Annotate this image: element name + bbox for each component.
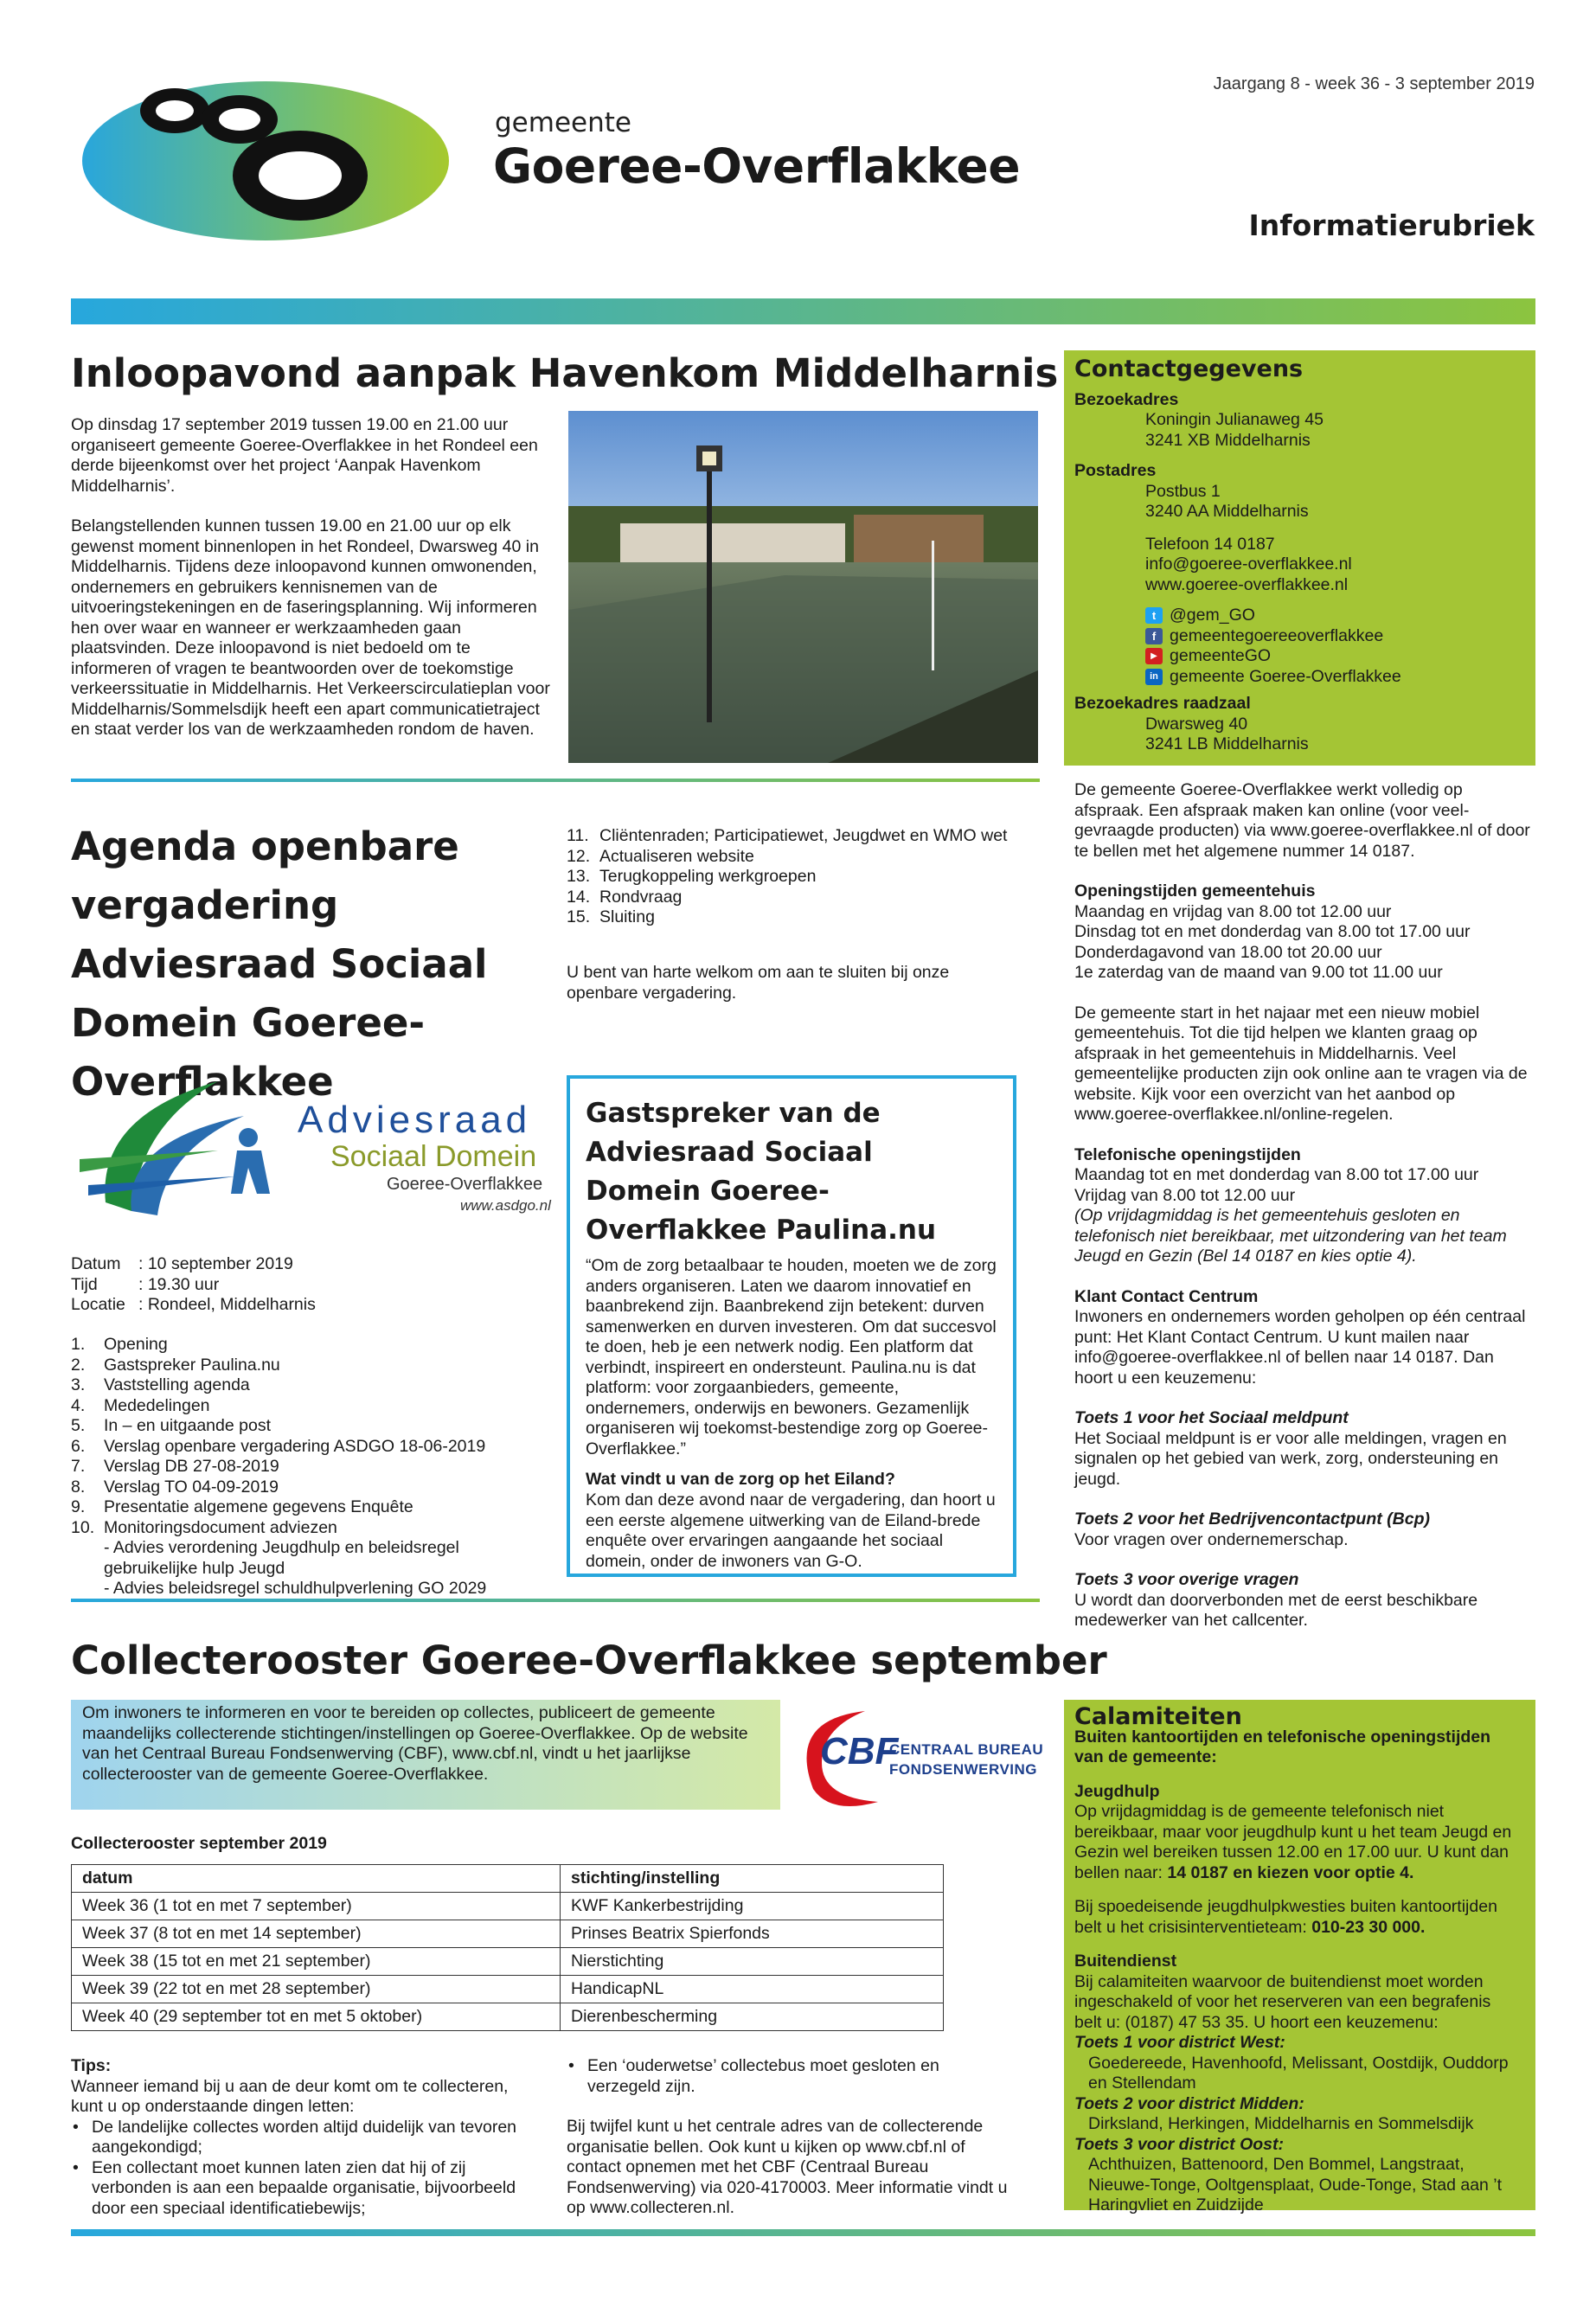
contact-panel (1064, 350, 1535, 766)
calamiteiten-panel (1064, 1700, 1535, 2214)
calamiteiten-inner (1074, 1703, 1522, 2216)
inloop-paragraph-2: Belangstellenden kunnen tussen 19.00 en 21.00 uur op elk gewenst moment binnenlopen in het Rondeel, Dwarsweg 40 in Middelharnis. Tijdens deze inloopavond kunnen omwonenden, ondernemers en gebruikers kennisnemen van de uitvoeringstekeningen en de faseringsplanning. Wij informeren hen over waar en wanneer er werkzaamheden gaan plaatsvinden. Deze inloopavond is niet bedoeld om te informeren of vragen te beantwoorden over de toekomstige verkeerssituatie in Middelharnis. Het Verkeerscirculatieplan voor Middelharnis/Sommelsdijk heeft een apart communicatietraject en staat verder los van de werkzaamheden rondom de haven. (71, 516, 550, 739)
agenda-item (71, 1518, 590, 1599)
meta-value: : 10 september 2019 (138, 1254, 293, 1273)
district-oost-title: Toets 3 voor district Oost: (1074, 2134, 1284, 2154)
gastspreker-question-text: Kom dan deze avond naar de vergadering, dan hoort u een eerste algemene uitwerking van de Eiland-brede enquête over ervaringen aangaande het sociaal domein, onder de inwoners van G-O. (586, 1490, 996, 1571)
jeugdhulp-number: 14 0187 en kiezen voor optie 4 (1167, 1862, 1409, 1882)
logo-graphic (71, 76, 452, 245)
agenda-text: Gastspreker Paulina.nu (104, 1355, 280, 1375)
meta-row (71, 1275, 555, 1296)
agenda-item (567, 907, 1025, 928)
agenda-num: 8. (71, 1477, 86, 1497)
brand-small: gemeente (495, 107, 631, 138)
contact-inner (1074, 356, 1524, 755)
agenda-text: Verslag openbare vergadering ASDGO 18-06-2019 (104, 1436, 486, 1456)
table-row (72, 1976, 944, 2003)
header-band (71, 298, 1535, 324)
table-cell-org: HandicapNL (561, 1976, 944, 2003)
table-cell-org: Dierenbescherming (561, 2003, 944, 2031)
collecte-intro-box (71, 1700, 780, 1810)
social-row[interactable] (1145, 667, 1524, 688)
agenda-text: Opening (104, 1335, 168, 1354)
agenda-item (567, 826, 1025, 847)
gastspreker-title: Gastspreker van de Adviesraad Sociaal Domein Goeree-Overflakkee Paulina.nu (586, 1098, 937, 1246)
table-cell-date: Week 39 (22 tot en met 28 september) (72, 1976, 561, 2003)
openingstijden-text: Maandag en vrijdag van 8.00 tot 12.00 uur Dinsdag tot en met donderdag van 8.00 tot 17.00 uur Donderdagavond van 18.00 tot 20.00 uur 1e zaterdag van de maand van 9.00 tot 11.00 uur (1074, 901, 1471, 982)
table-row (72, 1948, 944, 1976)
agenda-num: 1. (71, 1335, 86, 1354)
collecte-table-title: Collecterooster september 2019 (71, 1834, 327, 1853)
agenda-num: 9. (71, 1497, 86, 1516)
tips-doubt: Bij twijfel kunt u het centrale adres van de collecterende organisatie bellen. Ook kunt u kijken op www.cbf.nl of contact opnemen met het CBF (Centraal Bureau Fondsenwerving) via 020-4170003. Meer informatie vindt u op www.collecteren.nl. (567, 2117, 1008, 2217)
tel-title: Telefonische openingstijden (1074, 1144, 1301, 1164)
divider-inloop (71, 779, 1040, 782)
agenda-num: 7. (71, 1457, 86, 1476)
agenda-item (71, 1477, 590, 1498)
collecte-tips-left (71, 2056, 521, 2219)
cbf-line1: CENTRAAL BUREAU (889, 1741, 1044, 1758)
social-list (1074, 606, 1524, 687)
social-row[interactable] (1145, 646, 1524, 667)
contact-title: Contactgegevens (1074, 356, 1304, 382)
agenda-item (71, 1335, 590, 1356)
table-row (72, 1893, 944, 1920)
harbour-photo-graphic (568, 411, 1038, 763)
agenda-title: Agenda openbare vergadering Adviesraad Sociaal Domein Goeree-Overflakkee (71, 824, 488, 1105)
toets1-title: Toets 1 voor het Sociaal meldpunt (1074, 1408, 1349, 1427)
meta-row (71, 1254, 555, 1275)
meta-value: : 19.30 uur (138, 1274, 220, 1294)
tips-list-left (71, 2118, 521, 2220)
cbf-line2: FONDSENWERVING (889, 1761, 1038, 1778)
table-cell-org: KWF Kankerbestrijding (561, 1893, 944, 1920)
toets2-text: Voor vragen over ondernemerschap. (1074, 1529, 1349, 1549)
jeugdhulp-body: Op vrijdagmiddag is de gemeente telefonisch niet bereikbaar, maar voor jeugdhulp kunt u het team Jeugd en Gezin wel bereiken tussen 12.00 en 17.00 uur. U kunt dan bellen naar: (1074, 1802, 1512, 1882)
agenda-welcome: U bent van harte welkom om aan te sluiten bij onze openbare vergadering. (567, 963, 950, 1003)
agenda-num: 13. (567, 867, 591, 886)
tip-item: • Een collectant moet kunnen laten zien dat hij of zij verbonden is aan een bepaalde organisatie, bijvoorbeeld door een speciaal identificatiebewijs; (71, 2158, 521, 2220)
agenda-text: Vaststelling agenda (104, 1375, 250, 1394)
toets1-text: Het Sociaal meldpunt is er voor alle meldingen, vragen en signalen op het gebied van werk, zorg, ondersteuning en jeugd. (1074, 1428, 1507, 1489)
brand-large: Goeree-Overflakkee (493, 138, 1020, 194)
spoed-number: 010-23 30 000 (1311, 1917, 1420, 1937)
youtube-icon: ▶ (1145, 648, 1163, 664)
agenda-num: 14. (567, 887, 591, 907)
municipality-logo (71, 76, 452, 245)
spoed-period: . (1420, 1917, 1426, 1937)
table-cell-org: Prinses Beatrix Spierfonds (561, 1920, 944, 1948)
visit-address: Koningin Julianaweg 45 3241 XB Middelharnis (1145, 410, 1324, 450)
agenda-list-right (567, 826, 1025, 928)
kcc-text: Inwoners en ondernemers worden geholpen op één centraal punt: Het Klant Contact Centrum. U kunt mailen naar info@goeree-overflakkee.nl of bellen naar 14 0187. Dan hoort u een keuzemenu: (1074, 1307, 1526, 1388)
tip-item: • De landelijke collectes worden altijd duidelijk van tevoren aangekondigd; (71, 2118, 521, 2158)
meta-label: Tijd (71, 1274, 98, 1294)
agenda-num: 6. (71, 1436, 86, 1456)
asdgo-logo-line1: Adviesraad (298, 1099, 532, 1141)
spoed-text (1074, 1897, 1522, 1938)
agenda-num: 4. (71, 1395, 86, 1415)
raad-label: Bezoekadres raadzaal (1074, 694, 1251, 713)
mobiel-text: De gemeente start in het najaar met een nieuw mobiel gemeentehuis. Tot die tijd helpen we klanten graag op afspraak in het gemeentehuis in Middelharnis. Veel gemeentelijke producten zijn ook online aan te vragen via de website. Kijk voor een overzicht van het aanbod op www.goeree-overflakkee.nl/online-regelen. (1074, 1003, 1528, 1124)
agenda-item (567, 888, 1025, 908)
facebook-icon: f (1145, 628, 1163, 644)
social-text: gemeenteGO (1170, 646, 1272, 665)
asdgo-logo (71, 1064, 555, 1233)
inloop-title: Inloopavond aanpak Havenkom Middelharnis (71, 350, 1059, 396)
table-cell-date: Week 38 (15 tot en met 21 september) (72, 1948, 561, 1976)
toets3-title: Toets 3 voor overige vragen (1074, 1570, 1299, 1589)
agenda-text: Sluiting (599, 907, 655, 926)
footer-band (71, 2229, 1535, 2236)
agenda-text: Cliëntenraden; Participatiewet, Jeugdwet en WMO wet (599, 826, 1008, 845)
agenda-item (71, 1356, 590, 1376)
agenda-text: Mededelingen (104, 1395, 210, 1415)
table-cell-date: Week 40 (29 september tot en met 5 oktober) (72, 2003, 561, 2031)
divider-agenda (71, 1599, 1040, 1602)
raad-address: Dwarsweg 40 3241 LB Middelharnis (1145, 714, 1309, 753)
agenda-num: 3. (71, 1375, 86, 1394)
inloop-paragraph-1: Op dinsdag 17 september 2019 tussen 19.00 en 21.00 uur organiseert gemeente Goeree-Overflakkee in het Rondeel een derde bijeenkomst over het project ‘Aanpak Havenkom Middelharnis’. (71, 415, 538, 496)
meta-label: Datum (71, 1254, 121, 1273)
social-row[interactable] (1145, 606, 1524, 626)
post-address: Postbus 1 3240 AA Middelharnis (1145, 481, 1309, 521)
agenda-item (71, 1416, 590, 1437)
agenda-num: 11. (567, 826, 589, 845)
buitendienst-title: Buitendienst (1074, 1952, 1177, 1971)
district-west-text: Goedereede, Havenhoofd, Melissant, Oostdijk, Ouddorp en Stellendam (1088, 2053, 1509, 2093)
agenda-item (567, 867, 1025, 888)
collecte-tips-right (567, 2056, 1016, 2219)
post-label: Postadres (1074, 461, 1157, 480)
social-text: @gem_GO (1170, 606, 1255, 625)
agenda-text: Presentatie algemene gegevens Enquête (104, 1497, 413, 1516)
spoed-body: Bij spoedeisende jeugdhulpkwesties buiten kantoortijden belt u het crisisinterventieteam: (1074, 1897, 1497, 1937)
social-row[interactable] (1145, 626, 1524, 647)
social-text: gemeente Goeree-Overflakkee (1170, 666, 1401, 686)
agenda-text: Rondvraag (599, 887, 683, 907)
info-column (1074, 780, 1533, 1631)
inloop-text (71, 415, 555, 740)
table-cell-org: Nierstichting (561, 1948, 944, 1976)
collecte-table (71, 1864, 944, 2031)
visit-label: Bezoekadres (1074, 389, 1179, 409)
agenda-num: 2. (71, 1355, 86, 1375)
tips-intro: Wanneer iemand bij u aan de deur komt om te collecteren, kunt u op onderstaande dingen letten: (71, 2076, 509, 2116)
collecte-intro: Om inwoners te informeren en voor te bereiden op collectes, publiceert de gemeente maandelijks collecterende stichtingen/instellingen op Goeree-Overflakkee. Op de website van het Centraal Bureau Fondsenwerving (CBF), www.cbf.nl, vindt u het jaarlijkse collecterooster van de gemeente Goeree-Overflakkee. (82, 1703, 748, 1784)
calamiteiten-title: Calamiteiten (1074, 1703, 1242, 1730)
openingstijden-title: Openingstijden gemeentehuis (1074, 881, 1316, 901)
agenda-item (71, 1457, 590, 1477)
contact-phone-web: Telefoon 14 0187 info@goeree-overflakkee.nl www.goeree-overflakkee.nl (1145, 534, 1352, 594)
agenda-meta (71, 1254, 555, 1316)
table-header-stichting: stichting/instelling (561, 1865, 944, 1893)
meta-value: : Rondeel, Middelharnis (138, 1295, 316, 1314)
asdgo-logo-line2: Sociaal Domein (330, 1140, 537, 1173)
meta-row (71, 1295, 555, 1316)
tips-list-right (567, 2056, 1016, 2097)
agenda-num: 10. (71, 1517, 95, 1537)
district-oost-text: Achthuizen, Battenoord, Den Bommel, Langstraat, Nieuwe-Tonge, Ooltgensplaat, Oude-Tonge, Stad aan ’t Haringvliet en Zuidzijde (1088, 2155, 1503, 2214)
asdgo-logo-line4: www.asdgo.nl (460, 1197, 551, 1214)
twitter-icon: t (1145, 607, 1163, 624)
agenda-text: In – en uitgaande post (104, 1416, 271, 1435)
agenda-text: Actualiseren website (599, 846, 754, 866)
agenda-num: 12. (567, 846, 591, 866)
asdgo-logo-graphic (71, 1064, 296, 1228)
table-header-datum: datum (72, 1865, 561, 1893)
gastspreker-question-title: Wat vindt u van de zorg op het Eiland? (586, 1470, 895, 1489)
table-row (72, 2003, 944, 2031)
kcc-title: Klant Contact Centrum (1074, 1286, 1259, 1306)
calamiteiten-subtitle: Buiten kantoortijden en telefonische openingstijden van de gemeente: (1074, 1727, 1491, 1766)
linkedin-icon: in (1145, 669, 1163, 685)
agenda-num: 15. (567, 907, 591, 926)
agenda-item (567, 847, 1025, 868)
table-header-row (72, 1865, 944, 1893)
asdgo-logo-line3: Goeree-Overflakkee (387, 1175, 543, 1194)
afspraak-text: De gemeente Goeree-Overflakkee werkt volledig op afspraak. Een afspraak maken kan online (voor veel-gevraagde producten) via www.goeree-overflakkee.nl of door te bellen met het algemene nummer 14 0187. (1074, 780, 1530, 861)
toets3-text: U wordt dan doorverbonden met de eerst beschikbare medewerker van het callcenter. (1074, 1590, 1478, 1630)
agenda-text: Terugkoppeling werkgroepen (599, 867, 817, 886)
table-cell-date: Week 36 (1 tot en met 7 september) (72, 1893, 561, 1920)
agenda-item (71, 1396, 590, 1417)
tips-title: Tips: (71, 2056, 112, 2075)
jeugdhulp-text (1074, 1802, 1522, 1883)
agenda-text: Verslag DB 27-08-2019 (104, 1457, 279, 1476)
district-west-title: Toets 1 voor district West: (1074, 2033, 1285, 2052)
harbour-photo (568, 411, 1038, 763)
gastspreker-box (567, 1075, 1016, 1577)
agenda-item (71, 1437, 590, 1458)
agenda-text: Verslag TO 04-09-2019 (104, 1477, 279, 1497)
tel-text: Maandag tot en met donderdag van 8.00 tot 17.00 uur Vrijdag van 8.00 tot 12.00 uur (1074, 1165, 1479, 1205)
issue-line: Jaargang 8 - week 36 - 3 september 2019 (1213, 74, 1535, 93)
table-row (72, 1920, 944, 1948)
collecte-title: Collecterooster Goeree-Overflakkee september (71, 1638, 1107, 1683)
social-text: gemeentegoereeoverflakkee (1170, 625, 1384, 645)
agenda-list-left (71, 1335, 590, 1599)
table-cell-date: Week 37 (8 tot en met 14 september) (72, 1920, 561, 1948)
jeugdhulp-title: Jeugdhulp (1074, 1781, 1160, 1801)
toets2-title: Toets 2 voor het Bedrijvencontactpunt (Bcp) (1074, 1509, 1430, 1529)
district-midden-text: Dirksland, Herkingen, Middelharnis en Sommelsdijk (1088, 2114, 1474, 2133)
agenda-text: Monitoringsdocument adviezen - Advies verordening Jeugdhulp en beleidsregel gebruikelijke hulp Jeugd - Advies beleidsregel schuldhulpverlening GO 2029 (104, 1517, 487, 1598)
agenda-item (71, 1375, 590, 1396)
gastspreker-quote: “Om de zorg betaalbaar te houden, moeten we de zorg anders organiseren. Laten we daarom innovatief en baanbrekend zijn. Baanbrekend zijn betekent: durven samenwerken en durven investeren. Om dat succesvol te doen, heb je een netwerk nodig. Een platform dat verbindt, inspireert en ondersteunt. Paulina.nu is dat platform: voor zorgaanbieders, gemeente, ondernemers, onderwijs en bewoners. Gezamenlijk organiseren wij toekomst-bestendige zorg op Goeree-Overflakkee.” (586, 1256, 997, 1458)
agenda-num: 5. (71, 1416, 86, 1435)
agenda-item (71, 1497, 590, 1518)
district-midden-title: Toets 2 voor district Midden: (1074, 2093, 1304, 2113)
tel-note: (Op vrijdagmiddag is het gemeentehuis gesloten en telefonisch niet bereikbaar, met uitzondering van het team Jeugd en Gezin (Bel 14 0187 en kies optie 4). (1074, 1206, 1507, 1266)
cbf-logo (796, 1694, 1047, 1815)
buitendienst-text: Bij calamiteiten waarvoor de buitendienst moet worden ingeschakeld of voor het reserveren van een begrafenis belt u: (0187) 47 53 35. U hoort een keuzemenu: (1074, 1971, 1491, 2032)
section-title: Informatierubriek (1248, 208, 1535, 242)
jeugdhulp-period: . (1408, 1862, 1414, 1882)
tip-item: • Een ‘ouderwetse’ collectebus moet gesloten en verzegeld zijn. (567, 2056, 1016, 2097)
cbf-logo-text: CBF (820, 1730, 899, 1772)
meta-label: Locatie (71, 1295, 125, 1314)
